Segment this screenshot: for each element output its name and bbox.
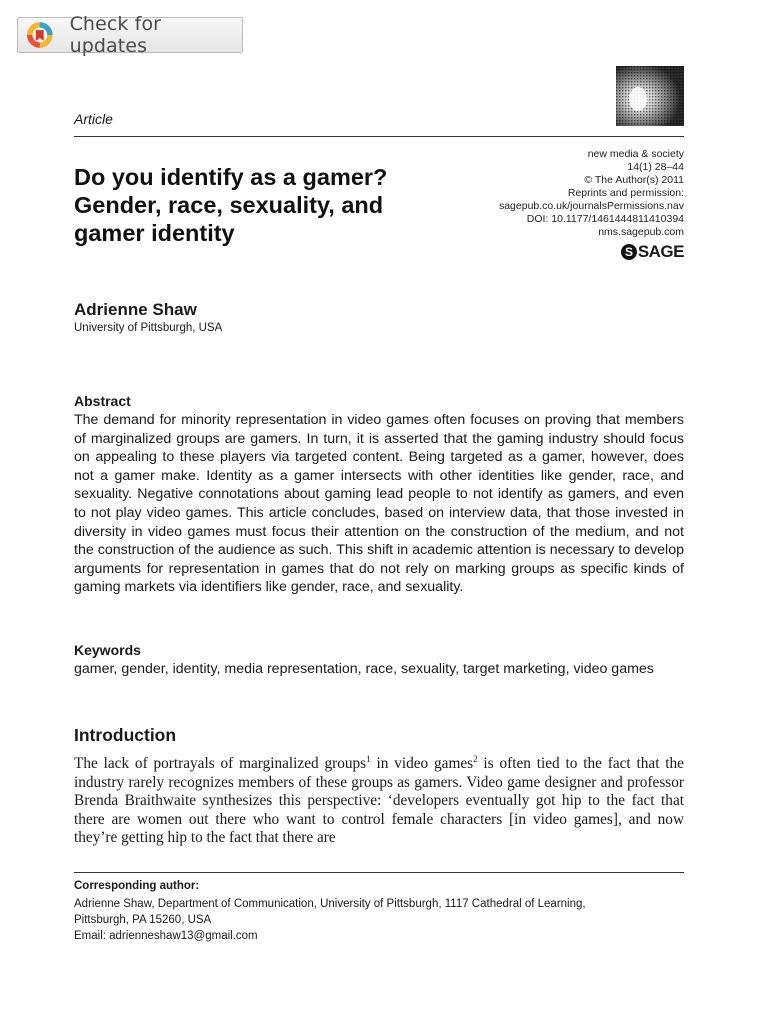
title-line: Gender, race, sexuality, and: [74, 192, 384, 218]
title-line: Do you identify as a gamer?: [74, 164, 388, 190]
intro-text-part: The lack of portrayals of marginalized groups: [74, 755, 367, 772]
corresponding-email[interactable]: Email: adrienneshaw13@gmail.com: [74, 930, 258, 942]
author-name: Adrienne Shaw: [74, 300, 197, 319]
sage-s-icon: S: [621, 244, 637, 260]
journal-name: new media & society: [587, 148, 684, 160]
sage-logo: [621, 242, 684, 262]
article-title: [74, 163, 474, 247]
author-affiliation: University of Pittsburgh, USA: [74, 322, 223, 334]
journal-website[interactable]: nms.sagepub.com: [598, 226, 684, 238]
footnote-ref[interactable]: 2: [473, 753, 478, 764]
keywords-text: gamer, gender, identity, media representation, race, sexuality, target marketing, video games: [74, 661, 654, 677]
intro-text-part: is often tied to the fact that the industry rarely recognizes members of these groups as gamers. Video game designer and professor Brenda Braithwaite synthesizes this perspective: ‘developers eventually got hip to the fact that there are women out there who want to control female characters [in video games], and now they’re getting hip to the fact that there are: [74, 755, 684, 847]
journal-reprints: Reprints and permission:: [567, 187, 684, 199]
introduction-heading: Introduction: [74, 725, 177, 745]
check-for-updates-button[interactable]: [17, 13, 243, 57]
footer-divider: [74, 872, 684, 873]
journal-volume: 14(1) 28–44: [627, 161, 684, 173]
journal-info: [499, 148, 684, 239]
journal-copyright: © The Author(s) 2011: [584, 174, 684, 186]
title-line: gamer identity: [74, 220, 235, 246]
journal-doi[interactable]: DOI: 10.1177/1461444811410394: [526, 213, 684, 225]
check-for-updates-label: Check for updates: [69, 13, 162, 57]
journal-permissions-link[interactable]: sagepub.co.uk/journalsPermissions.nav: [498, 200, 684, 212]
corresponding-address: Adrienne Shaw, Department of Communication, University of Pittsburgh, 1117 Cathedral of Learning,: [74, 898, 586, 910]
corresponding-author-heading: Corresponding author:: [74, 880, 200, 892]
corresponding-author-details: [74, 896, 684, 944]
corresponding-city: Pittsburgh, PA 15260, USA: [74, 914, 212, 926]
abstract-text: The demand for minority representation in video games often focuses on proving that members of marginalized groups are gamers. In turn, it is asserted that the gaming industry should focus on appealing to these players via targeted content. Being targeted as a gamer, however, does not a gamer make. Identity as a gamer intersects with other identities like gender, race, and sexuality. Negative connotations about gaming lead people to not identify as gamers, and even to not play video games. This article concludes, based on interview data, that those invested in diversity in video games must focus their attention on the construction of the medium, and not the construction of the audience as such. This shift in academic attention is necessary to develop arguments for representation in games that do not rely on marking groups as specific kinds of gaming markets via identifiers like gender, race, and sexuality.: [74, 412, 684, 596]
footnote-ref[interactable]: 1: [366, 753, 371, 764]
sage-logo-text: SAGE: [637, 242, 684, 261]
abstract-heading: Abstract: [74, 393, 131, 409]
keywords-heading: Keywords: [74, 642, 141, 658]
journal-cover-image: [616, 66, 684, 126]
article-type-label: Article: [74, 111, 113, 127]
header-divider: [74, 136, 684, 137]
intro-text-part: in video games: [370, 755, 474, 772]
crossmark-icon: [26, 21, 54, 49]
introduction-text: [74, 755, 684, 848]
